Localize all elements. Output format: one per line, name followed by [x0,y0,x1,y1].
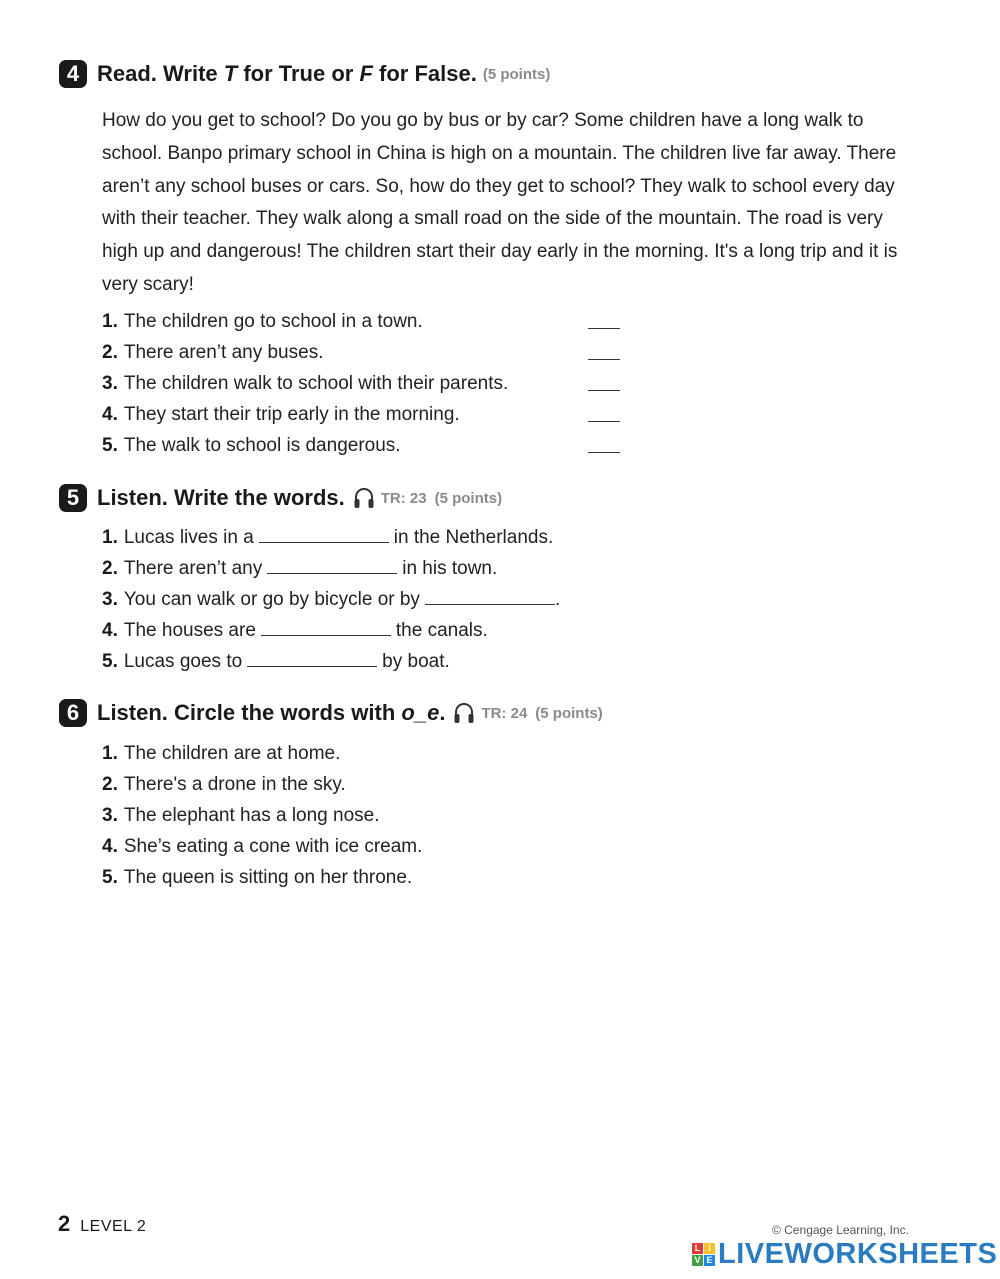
tf-item: 1. The children go to school in a town. [102,311,423,332]
answer-blank[interactable] [261,635,391,636]
fill-item: 3. You can walk or go by bicycle or by . [102,589,561,610]
points-label: (5 points) [535,704,603,722]
section-6-header [59,699,603,727]
circle-item[interactable]: 1. The children are at home. [102,743,341,764]
answer-blank[interactable] [588,328,620,329]
section-number-badge: 5 [59,484,87,512]
tf-item: 3. The children walk to school with their parents. [102,373,509,394]
section-title: Listen. Circle the words with o_e. [97,700,446,725]
answer-blank[interactable] [588,421,620,422]
tf-item: 2. There aren’t any buses. [102,342,324,363]
track-label: TR: 24 [481,704,528,722]
fill-item: 5. Lucas goes to by boat. [102,651,450,672]
answer-blank[interactable] [588,359,620,360]
section-number-badge: 4 [59,60,87,88]
copyright: © Cengage Learning, Inc. [772,1223,909,1237]
tf-item: 5. The walk to school is dangerous. [102,435,401,456]
section-4-header [59,60,550,88]
level-label: LEVEL 2 [80,1218,147,1235]
section-number-badge: 6 [59,699,87,727]
headphones-icon [353,486,375,510]
answer-blank[interactable] [588,452,620,453]
circle-item[interactable]: 5. The queen is sitting on her throne. [102,867,413,888]
points-label: (5 points) [482,65,551,83]
answer-blank[interactable] [425,604,555,605]
logo-mark-icon: L I V E [692,1243,715,1266]
track-label: TR: 23 [380,489,427,507]
section-title: Listen. Write the words. [97,485,345,510]
answer-blank[interactable] [247,666,377,667]
answer-blank[interactable] [588,390,620,391]
liveworksheets-logo[interactable] [692,1238,997,1271]
circle-item[interactable]: 4. She’s eating a cone with ice cream. [102,836,423,857]
headphones-icon [453,701,475,725]
section-5-header [59,484,502,512]
tf-item: 4. They start their trip early in the morning. [102,404,460,425]
fill-item: 1. Lucas lives in a in the Netherlands. [102,527,554,548]
fill-item: 4. The houses are the canals. [102,620,488,641]
answer-blank[interactable] [267,573,397,574]
circle-item[interactable]: 3. The elephant has a long nose. [102,805,380,826]
answer-blank[interactable] [259,542,389,543]
section-title: Read. Write T for True or F for False. [97,61,477,86]
fill-item: 2. There aren’t any in his town. [102,558,498,579]
circle-item[interactable]: 2. There's a drone in the sky. [102,774,346,795]
page-number: 2 [58,1211,71,1236]
logo-text: LIVEWORKSHEETS [718,1238,998,1270]
page-footer [58,1211,146,1237]
reading-passage: How do you get to school? Do you go by bus or by car? Some children have a long walk to school. Banpo primary school in China is high on a mountain. The children live far away. There aren’t any school buses or cars. So, how do they get to school? They walk to school every day with their teacher. They walk along a small road on the side of the mountain. The road is very high up and dangerous! The children start their day early in the morning. It's a long trip and it is very scary! [102,110,898,295]
points-label: (5 points) [434,489,503,507]
